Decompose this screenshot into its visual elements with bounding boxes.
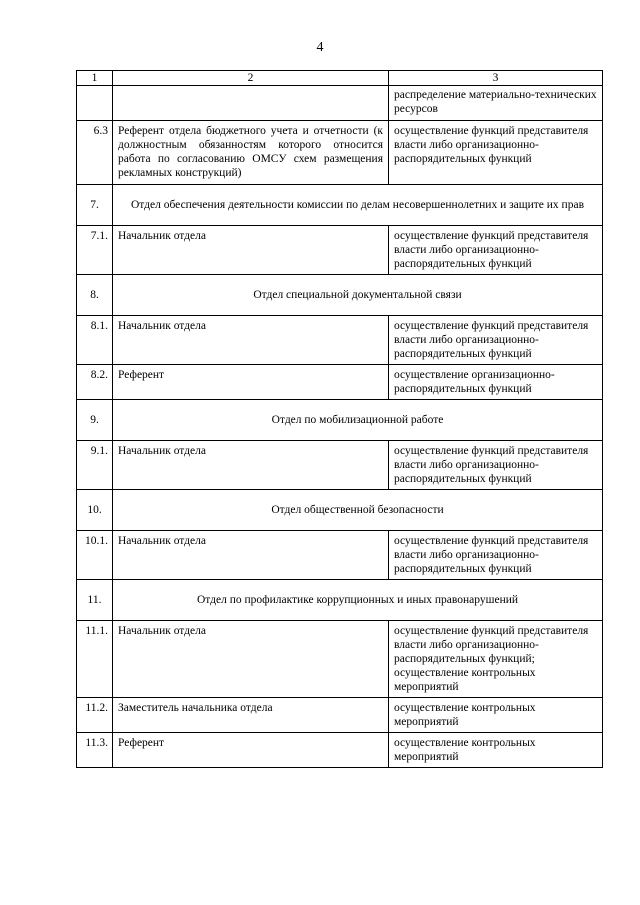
- row-number: 11.1.: [77, 621, 113, 698]
- row-number: 8.2.: [77, 365, 113, 400]
- row-function: осуществление функций представителя власти либо организационно-распорядительных функций; осуществление контрольных мероприятий: [389, 621, 603, 698]
- section-row: [77, 185, 603, 226]
- section-row: [77, 275, 603, 316]
- row-number: [77, 86, 113, 121]
- row-position: Начальник отдела: [113, 316, 389, 365]
- section-number: 7.: [77, 185, 113, 226]
- table-row: [77, 733, 603, 768]
- column-number-row: [77, 71, 603, 86]
- row-position: Референт: [113, 365, 389, 400]
- row-function: осуществление функций представителя власти либо организационно-распорядительных функций: [389, 316, 603, 365]
- row-position: Начальник отдела: [113, 226, 389, 275]
- column-number-1: 1: [77, 71, 113, 86]
- row-position: Референт отдела бюджетного учета и отчетности (к должностным обязанностям которого относится работа по согласованию ОМСУ схем размещения рекламных конструкций): [113, 121, 389, 185]
- row-position: Начальник отдела: [113, 531, 389, 580]
- page-number: 4: [316, 40, 324, 55]
- row-number: 8.1.: [77, 316, 113, 365]
- row-number: 9.1.: [77, 441, 113, 490]
- table-row: [77, 698, 603, 733]
- row-function: осуществление функций представителя власти либо организационно-распорядительных функций: [389, 531, 603, 580]
- positions-table: [76, 70, 603, 768]
- section-number: 11.: [77, 580, 113, 621]
- section-title: Отдел обеспечения деятельности комиссии по делам несовершеннолетних и защите их прав: [113, 185, 603, 226]
- row-function: распределение материально-технических ресурсов: [389, 86, 603, 121]
- table-row: [77, 226, 603, 275]
- row-function: осуществление организационно-распорядительных функций: [389, 365, 603, 400]
- table-row: [77, 441, 603, 490]
- table-row: [77, 316, 603, 365]
- row-number: 7.1.: [77, 226, 113, 275]
- section-title: Отдел по мобилизационной работе: [113, 400, 603, 441]
- section-title: Отдел общественной безопасности: [113, 490, 603, 531]
- table-row: [77, 531, 603, 580]
- row-function: осуществление контрольных мероприятий: [389, 698, 603, 733]
- section-number: 8.: [77, 275, 113, 316]
- row-number: 11.3.: [77, 733, 113, 768]
- row-function: осуществление функций представителя власти либо организационно-распорядительных функций: [389, 121, 603, 185]
- section-row: [77, 490, 603, 531]
- row-position: [113, 86, 389, 121]
- row-number: 6.3: [77, 121, 113, 185]
- row-position: Заместитель начальника отдела: [113, 698, 389, 733]
- section-number: 9.: [77, 400, 113, 441]
- row-number: 11.2.: [77, 698, 113, 733]
- column-number-2: 2: [113, 71, 389, 86]
- row-position: Начальник отдела: [113, 441, 389, 490]
- row-position: Начальник отдела: [113, 621, 389, 698]
- column-number-3: 3: [389, 71, 603, 86]
- row-function: осуществление функций представителя власти либо организационно-распорядительных функций: [389, 226, 603, 275]
- table-row: [77, 621, 603, 698]
- row-function: осуществление функций представителя власти либо организационно-распорядительных функций: [389, 441, 603, 490]
- section-title: Отдел специальной документальной связи: [113, 275, 603, 316]
- section-number: 10.: [77, 490, 113, 531]
- section-row: [77, 400, 603, 441]
- section-row: [77, 580, 603, 621]
- table-row-continuation: [77, 86, 603, 121]
- row-function: осуществление контрольных мероприятий: [389, 733, 603, 768]
- table-row: [77, 121, 603, 185]
- row-position: Референт: [113, 733, 389, 768]
- section-title: Отдел по профилактике коррупционных и иных правонарушений: [113, 580, 603, 621]
- table-row: [77, 365, 603, 400]
- row-number: 10.1.: [77, 531, 113, 580]
